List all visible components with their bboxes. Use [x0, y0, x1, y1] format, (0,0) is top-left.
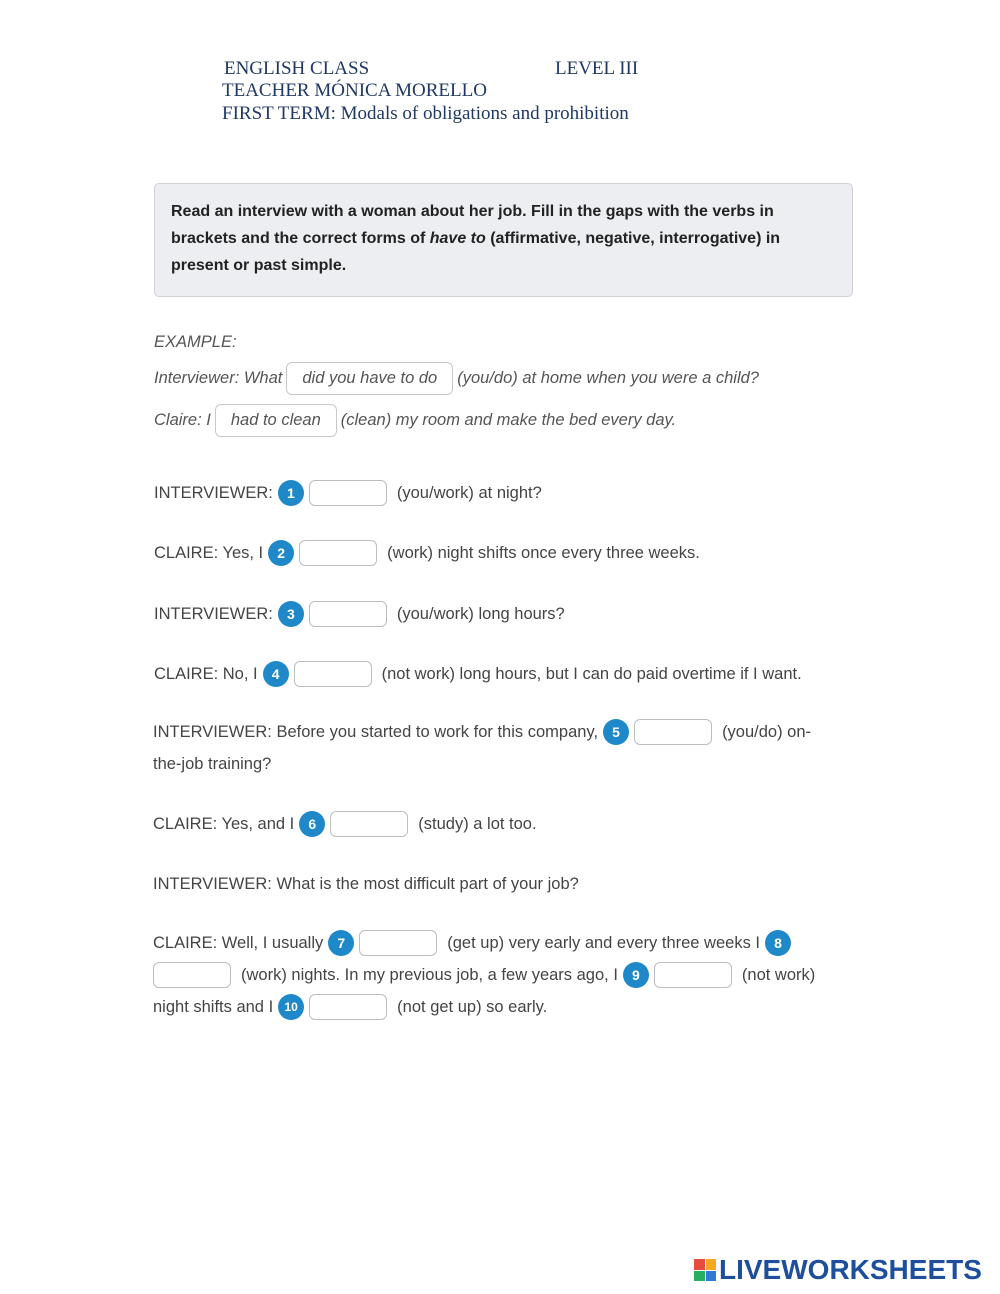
line-4 [154, 661, 802, 687]
line-1-suffix: (you/work) at night? [396, 483, 542, 502]
line-8-mid: (get up) very early and every three weeks I [447, 933, 760, 952]
line-9-mid: (work) nights. In my previous job, a few years ago, I [241, 965, 618, 984]
line-3-prefix: INTERVIEWER: [154, 604, 273, 623]
gap-6-input[interactable] [330, 811, 408, 837]
logo-square-1 [694, 1259, 705, 1270]
line-2 [154, 540, 700, 566]
instructions-text-2: (affirmative, negative, interrogative) in present or past simple. [171, 230, 781, 274]
badge-8: 8 [765, 930, 791, 956]
badge-10: 10 [278, 994, 304, 1020]
line-10-prefix: night shifts and I [153, 997, 274, 1016]
header-class: ENGLISH CLASS [224, 58, 370, 79]
line-6-suffix: (study) a lot too. [418, 814, 537, 833]
line-5-continued: the-job training? [153, 755, 272, 773]
example-answer-prefix: Claire: I [154, 411, 211, 429]
gap-4-input[interactable] [294, 661, 372, 687]
line-3 [154, 601, 565, 627]
badge-1: 1 [278, 480, 304, 506]
line-10-suffix: (not get up) so early. [397, 997, 548, 1016]
badge-3: 3 [278, 601, 304, 627]
line-9 [153, 962, 815, 988]
instructions-emphasis: have to [429, 230, 486, 247]
header-level: LEVEL III [555, 58, 639, 79]
gap-7-input[interactable] [359, 930, 437, 956]
example-question [154, 362, 759, 395]
header-term: FIRST TERM: Modals of obligations and prohibition [222, 103, 629, 124]
line-2-suffix: (work) night shifts once every three weeks. [387, 543, 700, 562]
badge-4: 4 [263, 661, 289, 687]
example-answer-answer: had to clean [215, 404, 337, 437]
badge-6: 6 [299, 811, 325, 837]
badge-5: 5 [603, 719, 629, 745]
line-2-prefix: CLAIRE: Yes, I [154, 543, 264, 562]
badge-2: 2 [268, 540, 294, 566]
line-5-suffix: (you/do) on- [722, 722, 812, 741]
example-question-prefix: Interviewer: What [154, 369, 283, 387]
example-label: EXAMPLE: [154, 333, 237, 351]
line-1 [154, 480, 542, 506]
line-6-prefix: CLAIRE: Yes, and I [153, 814, 295, 833]
line-5 [153, 719, 811, 745]
line-1-prefix: INTERVIEWER: [154, 483, 273, 502]
line-8 [153, 930, 796, 956]
instructions-text-1: Read an interview with a woman about her job. Fill in the gaps with the verbs in brackets and the correct forms of [171, 203, 774, 247]
logo-text: LIVEWORKSHEETS [719, 1254, 982, 1285]
badge-9: 9 [623, 962, 649, 988]
logo-square-2 [706, 1259, 717, 1270]
line-9-suffix: (not work) [741, 965, 816, 984]
line-5-prefix: INTERVIEWER: Before you started to work for this company, [153, 722, 599, 741]
liveworksheets-logo[interactable] [694, 1254, 982, 1286]
line-4-prefix: CLAIRE: No, I [154, 664, 258, 683]
line-8-prefix: CLAIRE: Well, I usually [153, 933, 324, 952]
logo-mark-icon [694, 1259, 716, 1281]
example-question-suffix: (you/do) at home when you were a child? [457, 369, 759, 387]
example-answer [154, 404, 676, 437]
gap-3-input[interactable] [309, 601, 387, 627]
line-4-suffix: (not work) long hours, but I can do paid overtime if I want. [381, 664, 802, 683]
badge-7: 7 [328, 930, 354, 956]
logo-square-4 [706, 1271, 717, 1282]
example-answer-suffix: (clean) my room and make the bed every day. [340, 411, 677, 429]
line-10 [153, 994, 547, 1020]
gap-2-input[interactable] [299, 540, 377, 566]
line-7: INTERVIEWER: What is the most difficult part of your job? [153, 875, 579, 893]
gap-5-input[interactable] [634, 719, 712, 745]
gap-1-input[interactable] [309, 480, 387, 506]
line-3-suffix: (you/work) long hours? [396, 604, 565, 623]
gap-8-input[interactable] [153, 962, 231, 988]
instructions-box [154, 183, 853, 297]
gap-10-input[interactable] [309, 994, 387, 1020]
example-question-answer: did you have to do [286, 362, 453, 395]
line-6 [153, 811, 537, 837]
logo-square-3 [694, 1271, 705, 1282]
gap-9-input[interactable] [654, 962, 732, 988]
header-teacher: TEACHER MÓNICA MORELLO [222, 80, 487, 101]
